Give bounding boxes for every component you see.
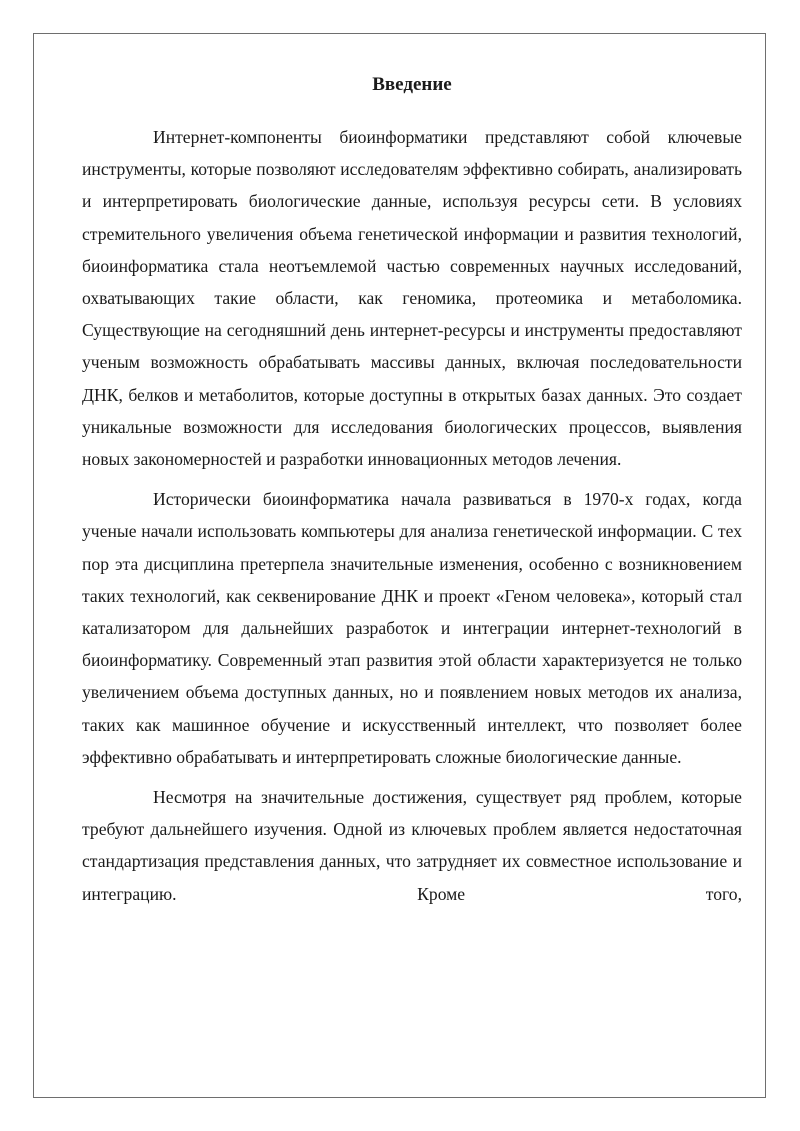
paragraph-intro: Интернет-компоненты биоинформатики представляют собой ключевые инструменты, которые позволяют исследователям эффективно собирать, анализировать и интерпретировать биологические данные, используя ресурсы сети. В условиях стремительного увеличения объема генетической информации и развития технологий, биоинформатика стала неотъемлемой частью современных научных исследований, охватывающих такие области, как геномика, протеомика и метаболомика. Существующие на сегодняшний день интернет-ресурсы и инструменты предоставляют ученым возможность обрабатывать массивы данных, включая последовательности ДНК, белков и метаболитов, которые доступны в открытых базах данных. Это создает уникальные возможности для исследования биологических процессов, выявления новых закономерностей и разработки инновационных методов лечения.	[82, 127, 742, 470]
paragraph-problems: Несмотря на значительные достижения, существует ряд проблем, которые требуют дальнейшего изучения. Одной из ключевых проблем является недостаточная стандартизация представления данных, что затрудняет их совместное использование и интеграцию. Кроме того,	[82, 787, 742, 904]
paragraph-history: Исторически биоинформатика начала развиваться в 1970-х годах, когда ученые начали использовать компьютеры для анализа генетической информации. С тех пор эта дисциплина претерпела значительные изменения, особенно с возникновением таких технологий, как секвенирование ДНК и проект «Геном человека», который стал катализатором для дальнейших разработок и интеграции интернет-технологий в биоинформатику. Современный этап развития этой области характеризуется не только увеличением объема доступных данных, но и появлением новых методов их анализа, таких как машинное обучение и искусственный интеллект, что позволяет более эффективно обрабатывать и интерпретировать сложные биологические данные.	[82, 489, 742, 767]
document-body	[82, 72, 742, 918]
document-title: Введение	[372, 74, 452, 95]
